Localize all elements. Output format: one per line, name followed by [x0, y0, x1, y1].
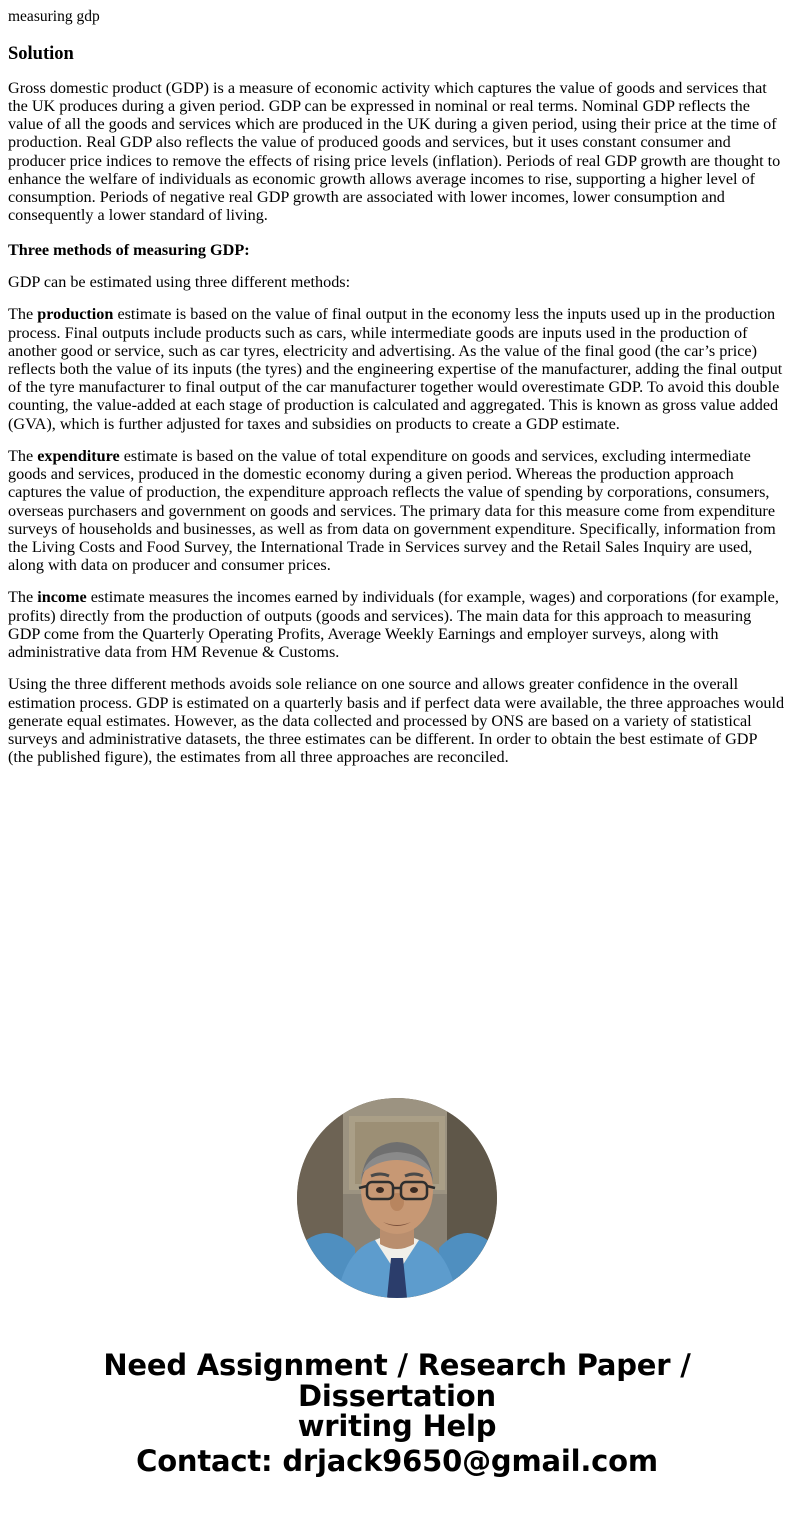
section-subheading: Three methods of measuring GDP: [8, 240, 250, 259]
paragraph-text: estimate measures the incomes earned by individuals (for example, wages) and corporations (for example, profits) directly from the production of outputs (goods and services). The main data for this approach to measuring GDP come from the Quarterly Operating Profits, Average Weekly Earnings and employer surveys, along with administrative data from HM Revenue & Customs. [8, 588, 779, 662]
top-note: measuring gdp [8, 8, 100, 25]
promo-contact: Contact: drjack9650@gmail.com [136, 1443, 658, 1478]
paragraph-text: estimate is based on the value of total expenditure on goods and services, excluding intermediate goods and services, produced in the domestic economy during a given period. Whereas the production approach captures the value of production, the expenditure approach reflects the value of spending by corporations, consumers, overseas purchasers and government on goods and services. The primary data for this measure come from expenditure surveys of households and businesses, as well as from data on government expenditure. Specifically, information from the Living Costs and Food Survey, the International Trade in Services survey and the Retail Sales Inquiry are used, along with data on producer and consumer prices. [8, 446, 776, 575]
intro-paragraph: Gross domestic product (GDP) is a measure of economic activity which captures the value of goods and services that the UK produces during a given period. GDP can be expressed in nominal or real terms. Nominal GDP reflects the value of all the goods and services which are produced in the UK during a given period, using their price at the time of production. Real GDP also reflects the value of produced goods and services, but it uses constant consumer and producer price indices to remove the effects of rising price levels (inflation). Periods of real GDP growth are thought to enhance the welfare of individuals as economic growth allows average incomes to rise, supporting a higher level of consumption. Periods of negative real GDP growth are associated with lower incomes, lower consumption and consequently a lower standard of living. [8, 78, 781, 225]
paragraph-text: estimate is based on the value of final output in the economy less the inputs used up in the production process. Final outputs include products such as cars, while intermediate goods are inputs used in the production of another good or service, such as car tyres, electricity and advertising. As the value of the final good (the car’s price) reflects both the value of its inputs (the tyres) and the engineering expertise of the manufacturer, adding the final output of the tyre manufacturer to final output of the car manufacturer together would overestimate GDP. To avoid this double counting, the value-added at each stage of production is calculated and aggregated. This is known as gross value added (GVA), which is further adjusted for taxes and subsidies on products to create a GDP estimate. [8, 305, 783, 433]
promo-line-2: writing Help [297, 1409, 497, 1444]
page-title: Solution [8, 43, 74, 64]
avatar-illustration [297, 1098, 497, 1298]
paragraph-prefix: The [8, 305, 38, 324]
paragraph-keyword: expenditure [37, 446, 120, 465]
avatar [297, 1098, 497, 1298]
conclusion-paragraph: Using the three different methods avoids sole reliance on one source and allows greater confidence in the overall estimation process. GDP is estimated on a quarterly basis and if perfect data were available, the three approaches would generate equal estimates. However, as the data collected and processed by ONS are based on a variety of statistical surveys and administrative datasets, the three estimates can be different. In order to obtain the best estimate of GDP (the published figure), the estimates from all three approaches are reconciled. [8, 675, 785, 767]
content-spacer [8, 780, 786, 1080]
paragraph-prefix: The [8, 588, 38, 607]
promo-line-1: Need Assignment / Research Paper / Dissertation [103, 1348, 691, 1413]
author-photo-wrapper [8, 1098, 786, 1298]
methods-intro: GDP can be estimated using three different methods: [8, 273, 351, 292]
promo-banner [8, 1350, 786, 1476]
paragraph-income [8, 588, 786, 661]
paragraph-prefix: The [8, 446, 38, 465]
paragraph-keyword: income [37, 588, 87, 607]
paragraph-expenditure [8, 447, 786, 575]
paragraph-production [8, 305, 786, 433]
paragraph-keyword: production [37, 305, 114, 324]
